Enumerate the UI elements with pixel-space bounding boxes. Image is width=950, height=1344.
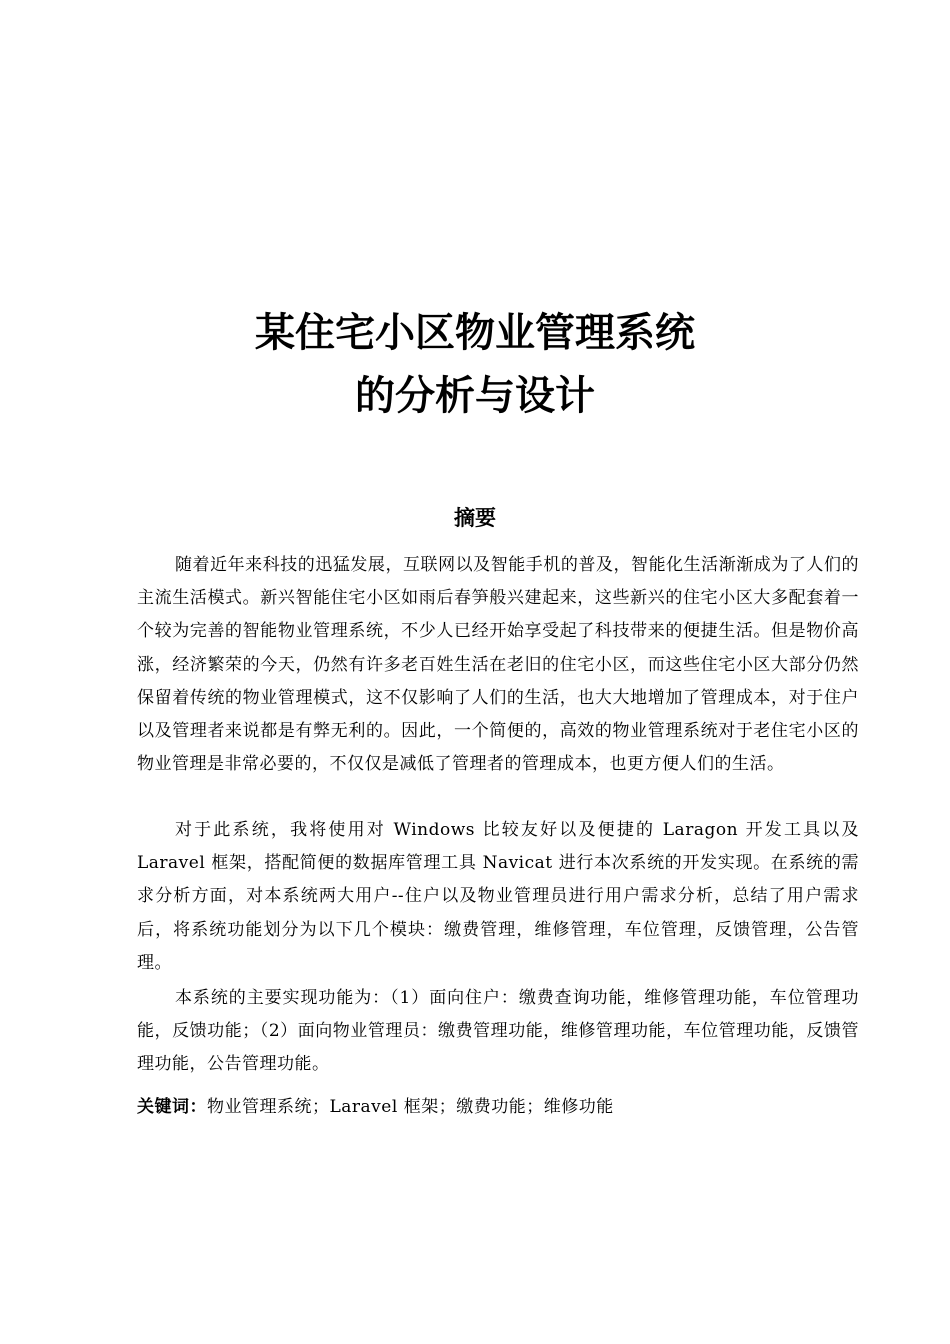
keywords-text: 物业管理系统；Laravel 框架；缴费功能；维修功能 [207,1097,614,1117]
page-title-line-1: 某住宅小区物业管理系统 [255,310,695,356]
keywords-label: 关键词： [137,1097,207,1117]
abstract-heading: 摘要 [454,506,496,530]
page-title-line-2: 的分析与设计 [355,373,595,419]
abstract-paragraph: 本系统的主要实现功能为：（1）面向住户：缴费查询功能，维修管理功能，车位管理功能，反馈功能；（2）面向物业管理员：缴费管理功能，维修管理功能，车位管理功能，反馈管理功能，公告管理功能。 [137,988,859,1075]
abstract-paragraph: 随着近年来科技的迅猛发展，互联网以及智能手机的普及，智能化生活渐渐成为了人们的主流生活模式。新兴智能住宅小区如雨后春笋般兴建起来，这些新兴的住宅小区大多配套着一个较为完善的智能物业管理系统，不少人已经开始享受起了科技带来的便捷生活。但是物价高涨，经济繁荣的今天，仍然有许多老百姓生活在老旧的住宅小区，而这些住宅小区大部分仍然保留着传统的物业管理模式，这不仅影响了人们的生活，也大大地增加了管理成本，对于住户以及管理者来说都是有弊无利的。因此，一个简便的，高效的物业管理系统对于老住宅小区的物业管理是非常必要的，不仅仅是减低了管理者的管理成本，也更方便人们的生活。 [137,555,859,775]
keywords-line [137,1091,859,1124]
abstract-paragraph: 对于此系统，我将使用对 Windows 比较友好以及便捷的 Laragon 开发工具以及 Laravel 框架，搭配简便的数据库管理工具 Navicat 进行本次系统的开发实现。在系统的需求分析方面，对本系统两大用户--住户以及物业管理员进行用户需求分析，总结了用户需求后，将系统功能划分为以下几个模块：缴费管理，维修管理，车位管理，反馈管理，公告管理。 [137,820,859,973]
